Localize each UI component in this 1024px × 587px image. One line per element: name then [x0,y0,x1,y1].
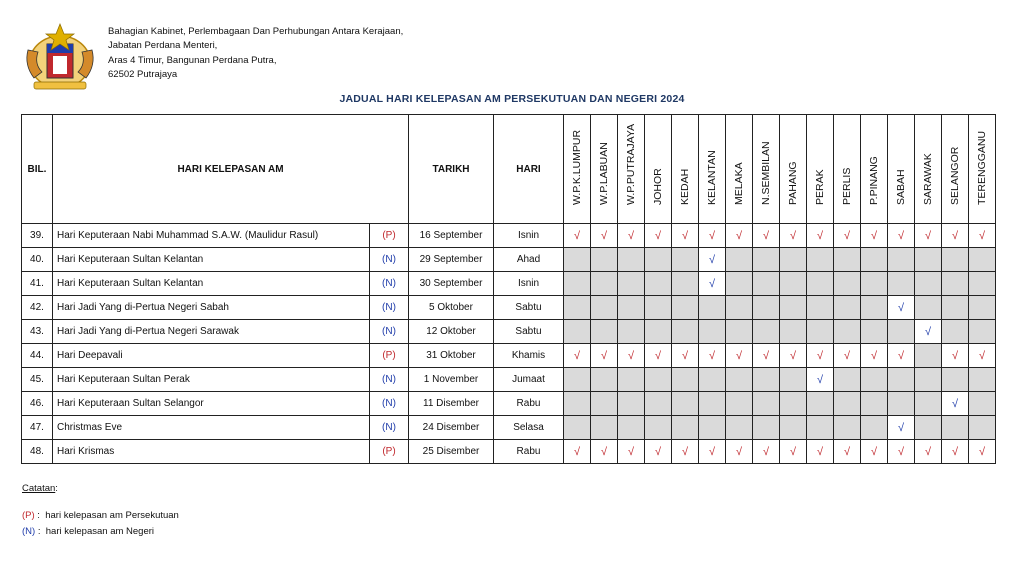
state-check: √ [969,440,996,464]
state-check: √ [834,440,861,464]
state-check: √ [699,344,726,368]
state-check: √ [942,440,969,464]
state-cell [618,368,645,392]
holiday-date: 31 Oktober [409,344,494,368]
state-check: √ [591,344,618,368]
state-check: √ [564,224,591,248]
state-cell [780,248,807,272]
table-row [22,320,996,344]
state-cell [780,296,807,320]
state-cell [942,272,969,296]
state-cell [888,320,915,344]
state-check: √ [645,344,672,368]
holiday-name: Hari Keputeraan Sultan Perak [53,368,370,392]
state-label: PERAK [814,169,826,205]
address-block [108,25,403,82]
state-cell [780,368,807,392]
state-cell [969,392,996,416]
state-cell [672,416,699,440]
state-check: √ [780,224,807,248]
holiday-type: (N) [370,272,409,296]
state-check: √ [807,440,834,464]
state-check: √ [618,344,645,368]
holiday-type: (P) [370,344,409,368]
holiday-name: Hari Jadi Yang di-Pertua Negeri Sarawak [53,320,370,344]
state-cell [618,272,645,296]
header-state [942,115,969,224]
state-check: √ [564,344,591,368]
holiday-type: (N) [370,416,409,440]
state-cell [861,368,888,392]
state-cell [726,416,753,440]
state-cell [591,320,618,344]
state-cell [726,368,753,392]
state-cell [726,248,753,272]
holiday-date: 29 September [409,248,494,272]
row-number: 46. [22,392,53,416]
state-check: √ [726,224,753,248]
state-check: √ [834,344,861,368]
holiday-date: 30 September [409,272,494,296]
state-label: SELANGOR [949,146,961,205]
state-label: W.P.PUTRAJAYA [625,123,637,205]
state-cell [564,416,591,440]
holiday-day: Rabu [494,392,564,416]
state-check: √ [564,440,591,464]
state-cell [672,392,699,416]
state-cell [780,320,807,344]
state-cell [969,272,996,296]
header-state [672,115,699,224]
holiday-day: Isnin [494,272,564,296]
state-cell [672,320,699,344]
table-row [22,272,996,296]
row-number: 44. [22,344,53,368]
state-cell [888,368,915,392]
state-cell [861,416,888,440]
holiday-table [21,114,996,464]
state-cell [645,296,672,320]
row-number: 41. [22,272,53,296]
state-cell [942,248,969,272]
state-check: √ [618,440,645,464]
header-state [807,115,834,224]
state-cell [807,248,834,272]
legend-text: hari kelepasan am Negeri [45,526,155,537]
state-cell [915,416,942,440]
state-cell [672,368,699,392]
state-cell [645,320,672,344]
legend-code: (N) [22,526,36,537]
state-check: √ [807,368,834,392]
header-state [834,115,861,224]
header-state [591,115,618,224]
state-check: √ [645,224,672,248]
state-cell [969,296,996,320]
state-check: √ [942,392,969,416]
state-cell [726,392,753,416]
state-cell [915,392,942,416]
table-body [22,224,996,464]
state-cell [807,272,834,296]
address-line: Aras 4 Timur, Bangunan Perdana Putra, [108,54,277,66]
state-check: √ [672,440,699,464]
state-cell [699,392,726,416]
holiday-name: Christmas Eve [53,416,370,440]
state-cell [564,368,591,392]
state-check: √ [672,344,699,368]
legend-code: (P) [22,510,35,521]
state-cell [915,344,942,368]
state-label: SABAH [895,169,907,205]
state-cell [807,392,834,416]
state-check: √ [591,440,618,464]
state-check: √ [753,224,780,248]
state-cell [942,416,969,440]
state-cell [753,272,780,296]
state-cell [834,392,861,416]
row-number: 39. [22,224,53,248]
state-cell [564,296,591,320]
notes-heading: Catatan: [22,483,58,494]
holiday-type: (N) [370,248,409,272]
state-cell [753,368,780,392]
state-cell [834,272,861,296]
table-row [22,344,996,368]
state-cell [564,320,591,344]
header-state [699,115,726,224]
holiday-day: Rabu [494,440,564,464]
state-cell [564,392,591,416]
state-check: √ [672,224,699,248]
state-cell [753,392,780,416]
state-cell [861,320,888,344]
holiday-type: (N) [370,320,409,344]
header-state [780,115,807,224]
state-cell [888,248,915,272]
state-cell [645,416,672,440]
state-check: √ [888,224,915,248]
state-cell [618,248,645,272]
row-number: 47. [22,416,53,440]
notes-title: Catatan [22,483,56,494]
state-cell [618,392,645,416]
address-line: Bahagian Kabinet, Perlembagaan Dan Perhubungan Antara Kerajaan, [108,26,404,37]
state-label: SARAWAK [922,153,934,205]
state-check: √ [753,440,780,464]
state-cell [861,272,888,296]
holiday-type: (P) [370,440,409,464]
state-cell [888,392,915,416]
state-check: √ [780,344,807,368]
state-cell [726,320,753,344]
holiday-day: Selasa [494,416,564,440]
state-check: √ [726,344,753,368]
state-cell [861,392,888,416]
state-check: √ [780,440,807,464]
state-check: √ [861,224,888,248]
header-date: TARIKH [409,115,494,224]
state-cell [915,296,942,320]
row-number: 45. [22,368,53,392]
state-check: √ [726,440,753,464]
state-cell [564,248,591,272]
state-label: W.P.K.LUMPUR [571,129,583,205]
state-cell [942,296,969,320]
row-number: 48. [22,440,53,464]
state-check: √ [699,272,726,296]
holiday-name: Hari Keputeraan Sultan Kelantan [53,248,370,272]
state-label: P.PINANG [868,156,880,205]
state-cell [591,416,618,440]
table-row [22,296,996,320]
state-check: √ [942,224,969,248]
state-check: √ [591,224,618,248]
state-check: √ [888,416,915,440]
state-cell [591,272,618,296]
holiday-name: Hari Keputeraan Sultan Kelantan [53,272,370,296]
state-cell [699,320,726,344]
header-state [726,115,753,224]
state-cell [645,368,672,392]
state-cell [780,392,807,416]
state-label: PERLIS [841,167,853,205]
header-state [645,115,672,224]
state-label: TERENGGANU [976,130,988,205]
holiday-date: 24 Disember [409,416,494,440]
state-cell [915,368,942,392]
table-row [22,224,996,248]
state-cell [672,248,699,272]
state-check: √ [699,440,726,464]
state-check: √ [699,224,726,248]
state-cell [807,296,834,320]
state-label: W.P.LABUAN [598,142,610,205]
row-number: 40. [22,248,53,272]
state-cell [591,368,618,392]
state-cell [618,296,645,320]
state-check: √ [645,440,672,464]
holiday-day: Jumaat [494,368,564,392]
state-check: √ [942,344,969,368]
holiday-date: 1 November [409,368,494,392]
state-cell [942,320,969,344]
address-line: Jabatan Perdana Menteri, [108,40,218,52]
table-row [22,248,996,272]
state-check: √ [861,344,888,368]
state-cell [699,416,726,440]
legend-federal: (P) : hari kelepasan am Persekutuan [22,510,179,521]
state-cell [753,296,780,320]
state-cell [969,248,996,272]
state-cell [834,320,861,344]
header-holiday: HARI KELEPASAN AM [53,115,409,224]
address-line: 62502 Putrajaya [108,68,178,80]
state-cell [591,248,618,272]
holiday-day: Khamis [494,344,564,368]
state-check: √ [888,440,915,464]
holiday-name: Hari Keputeraan Sultan Selangor [53,392,370,416]
holiday-type: (N) [370,368,409,392]
state-cell [753,416,780,440]
table-row [22,440,996,464]
holiday-day: Sabtu [494,320,564,344]
coat-of-arms-logo [20,20,100,94]
state-cell [618,416,645,440]
state-label: PAHANG [787,161,799,205]
state-cell [726,296,753,320]
state-cell [834,296,861,320]
table-row [22,368,996,392]
header-day: HARI [494,115,564,224]
state-cell [591,296,618,320]
state-check: √ [834,224,861,248]
row-number: 43. [22,320,53,344]
document-title: JADUAL HARI KELEPASAN AM PERSEKUTUAN DAN NEGERI 2024 [339,93,685,105]
state-cell [969,320,996,344]
state-cell [753,248,780,272]
state-label: N.SEMBILAN [760,141,772,205]
state-cell [915,248,942,272]
state-cell [807,416,834,440]
state-label: KELANTAN [706,150,718,205]
table-row [22,416,996,440]
state-cell [699,296,726,320]
state-cell [888,272,915,296]
state-check: √ [969,344,996,368]
header-state [969,115,996,224]
state-cell [861,296,888,320]
state-cell [645,248,672,272]
holiday-name: Hari Keputeraan Nabi Muhammad S.A.W. (Maulidur Rasul) [53,224,370,248]
holiday-date: 25 Disember [409,440,494,464]
state-check: √ [915,320,942,344]
state-check: √ [618,224,645,248]
holiday-day: Isnin [494,224,564,248]
header-state [618,115,645,224]
state-check: √ [969,224,996,248]
table-row [22,392,996,416]
state-check: √ [861,440,888,464]
state-cell [834,248,861,272]
header-state [564,115,591,224]
header-bil: BIL. [22,115,53,224]
holiday-name: Hari Jadi Yang di-Pertua Negeri Sabah [53,296,370,320]
state-cell [618,320,645,344]
state-check: √ [915,440,942,464]
state-cell [645,392,672,416]
state-cell [969,416,996,440]
table-header-row [22,115,996,224]
state-check: √ [915,224,942,248]
holiday-type: (P) [370,224,409,248]
holiday-day: Sabtu [494,296,564,320]
holiday-date: 16 September [409,224,494,248]
holiday-date: 5 Oktober [409,296,494,320]
state-cell [780,272,807,296]
state-check: √ [888,296,915,320]
state-cell [942,368,969,392]
legend-text: hari kelepasan am Persekutuan [45,510,179,521]
header-state [915,115,942,224]
state-cell [591,392,618,416]
holiday-type: (N) [370,296,409,320]
state-cell [861,248,888,272]
state-check: √ [699,248,726,272]
holiday-date: 12 Oktober [409,320,494,344]
holiday-type: (N) [370,392,409,416]
state-check: √ [807,224,834,248]
state-cell [780,416,807,440]
state-cell [672,272,699,296]
state-check: √ [753,344,780,368]
state-cell [807,320,834,344]
state-cell [726,272,753,296]
legend-state: (N) : hari kelepasan am Negeri [22,526,155,537]
state-cell [699,368,726,392]
holiday-name: Hari Deepavali [53,344,370,368]
state-cell [834,416,861,440]
state-label: JOHOR [652,168,664,205]
state-cell [969,368,996,392]
state-cell [564,272,591,296]
holiday-name: Hari Krismas [53,440,370,464]
state-cell [645,272,672,296]
header-state [888,115,915,224]
state-check: √ [807,344,834,368]
state-cell [753,320,780,344]
state-cell [672,296,699,320]
holiday-day: Ahad [494,248,564,272]
row-number: 42. [22,296,53,320]
state-cell [915,272,942,296]
holiday-date: 11 Disember [409,392,494,416]
state-label: MELAKA [733,162,745,205]
state-cell [834,368,861,392]
header-state [753,115,780,224]
state-label: KEDAH [679,168,691,205]
state-check: √ [888,344,915,368]
header-state [861,115,888,224]
